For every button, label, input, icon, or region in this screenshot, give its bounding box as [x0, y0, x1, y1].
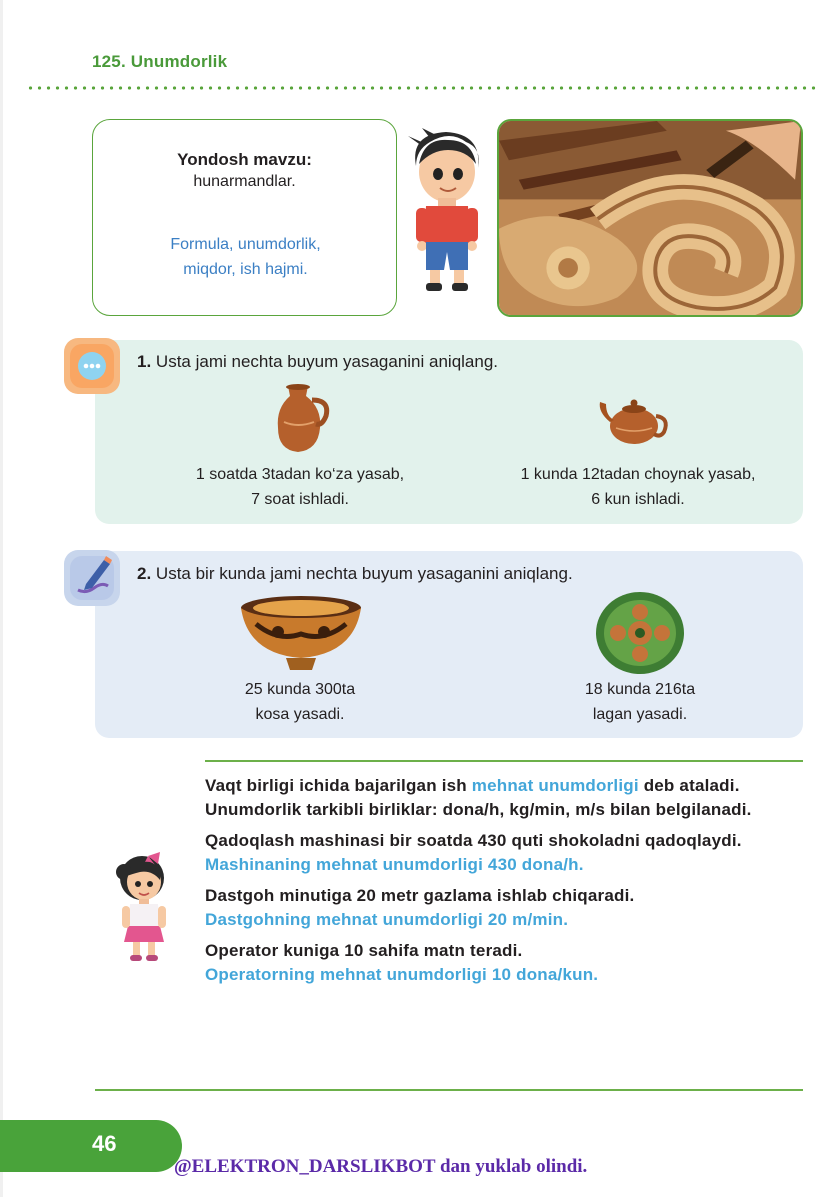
example-3-result: Operatorning mehnat unumdorligi 10 dona/kun. — [205, 965, 599, 984]
task-1-question — [137, 352, 498, 372]
task-2-text: Usta bir kunda jami nechta buyum yasaganini aniqlang. — [155, 564, 573, 583]
plate-image — [594, 590, 686, 676]
keywords-line-2: miqdor, ish hajmi. — [183, 261, 308, 278]
task-1-item-1-line-1: 1 soatda 3tadan ko‘za yasab, — [195, 466, 405, 483]
section-divider-top — [205, 760, 803, 762]
related-topic-box — [92, 119, 397, 316]
download-note: @ELEKTRON_DARSLIKBOT dan yuklab olindi. — [174, 1156, 588, 1177]
task-2-item-2-line-2: lagan yasadi. — [592, 706, 688, 723]
task-2-question — [137, 564, 573, 584]
related-topic-heading: Yondosh mavzu: — [177, 150, 312, 169]
keywords — [123, 232, 368, 282]
definition-paragraph — [205, 774, 795, 798]
definition-term: mehnat unumdorligi — [471, 776, 639, 795]
lesson-title: 125. Unumdorlik — [92, 52, 228, 71]
task-2-item-1-caption — [200, 677, 400, 727]
dotted-divider — [26, 86, 816, 90]
bowl-image — [238, 594, 364, 674]
example-1: Qadoqlash mashinasi bir soatda 430 quti shokoladni qadoqlaydi. — [205, 831, 742, 850]
pen-icon — [64, 550, 120, 606]
teapot-image — [598, 392, 672, 448]
definition-text-2: deb ataladi. — [638, 776, 740, 795]
units-paragraph: Unumdorlik tarkibli birliklar: dona/h, kg/min, m/s bilan belgilanadi. — [205, 800, 752, 819]
definition-text-1: Vaqt birligi ichida bajarilgan ish — [205, 776, 472, 795]
wood-carving-photo — [497, 119, 803, 317]
example-2: Dastgoh minutiga 20 metr gazlama ishlab chiqaradi. — [205, 886, 635, 905]
task-1-item-2-caption — [478, 462, 798, 512]
task-2-item-2-caption — [540, 677, 740, 727]
task-1-item-1-line-2: 7 soat ishladi. — [251, 491, 349, 508]
task-1-number: 1. — [137, 352, 152, 371]
chat-icon — [64, 338, 120, 394]
jug-image — [272, 382, 330, 456]
keywords-line-1: Formula, unumdorlik, — [170, 236, 321, 253]
task-1-item-1-caption — [150, 462, 450, 512]
task-1-item-2-line-2: 6 kun ishladi. — [591, 491, 685, 508]
boy-illustration — [400, 128, 492, 296]
task-1-item-2-line-1: 1 kunda 12tadan choynak yasab, — [520, 466, 756, 483]
task-2-item-1-line-1: 25 kunda 300ta — [244, 681, 356, 698]
task-2-number: 2. — [137, 564, 152, 583]
example-1-result: Mashinaning mehnat unumdorligi 430 dona/h. — [205, 855, 584, 874]
productivity-definition — [205, 774, 795, 987]
task-1-text: Usta jami nechta buyum yasaganini aniqlang. — [155, 352, 499, 371]
page-number-tab — [0, 1120, 182, 1172]
example-3: Operator kuniga 10 sahifa matn teradi. — [205, 941, 523, 960]
page-edge — [0, 0, 3, 1197]
girl-illustration — [112, 852, 174, 964]
page-number: 46 — [92, 1131, 117, 1156]
task-2-item-1-line-2: kosa yasadi. — [255, 706, 345, 723]
section-divider-bottom — [95, 1089, 803, 1091]
task-2-item-2-line-1: 18 kunda 216ta — [584, 681, 696, 698]
example-2-result: Dastgohning mehnat unumdorligi 20 m/min. — [205, 910, 569, 929]
related-topic-value: hunarmandlar. — [193, 173, 296, 190]
